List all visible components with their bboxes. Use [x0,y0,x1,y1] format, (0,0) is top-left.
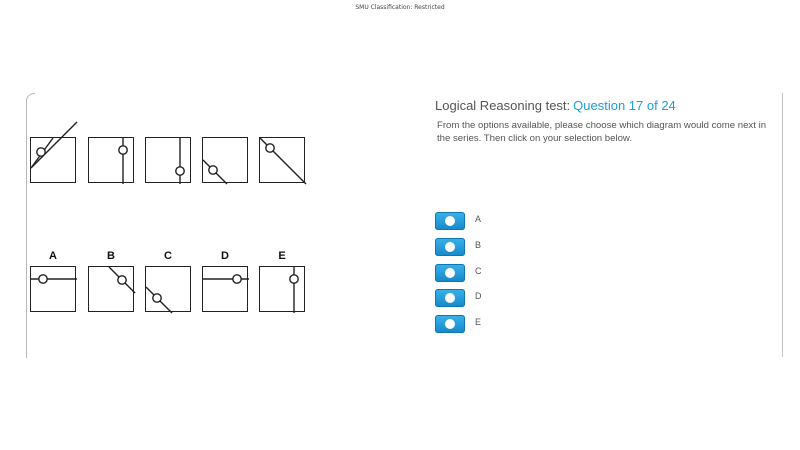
radio-dot-icon [445,319,455,329]
option-letter-a: A [49,250,57,262]
answer-a-button[interactable] [435,212,465,230]
option-letter-e: E [278,250,286,262]
content-frame-left-border [26,93,35,358]
answer-d-label[interactable]: D [475,291,482,301]
series-diagram-1 [30,137,76,183]
radio-dot-icon [445,268,455,278]
question-counter: Question 17 of 24 [573,98,676,113]
option-diagram-e [259,266,305,312]
option-letter-d: D [221,250,229,262]
option-diagram-b [88,266,134,312]
answer-b-button[interactable] [435,238,465,256]
answer-e-label[interactable]: E [475,317,482,327]
series-diagram-3 [145,137,191,183]
answer-b-label[interactable]: B [475,240,482,250]
radio-dot-icon [445,293,455,303]
series-diagram-2 [88,137,134,183]
series-diagram-5 [259,137,305,183]
option-diagram-a [30,266,76,312]
option-diagram-c [145,266,191,312]
radio-dot-icon [445,242,455,252]
instructions-text: From the options available, please choose which diagram would come next in the series. Then click on your selection below. [437,120,767,144]
test-name: Logical Reasoning test: [435,98,571,113]
answer-d-button[interactable] [435,289,465,307]
option-diagram-d [202,266,248,312]
classification-banner: SMU Classification: Restricted [355,4,445,11]
radio-dot-icon [445,216,455,226]
option-letter-b: B [107,250,115,262]
option-letter-c: C [164,250,172,262]
content-frame-right-border [782,93,783,357]
answer-a-label[interactable]: A [475,214,482,224]
series-diagram-4 [202,137,248,183]
answer-c-button[interactable] [435,264,465,282]
answer-c-label[interactable]: C [475,266,482,276]
answer-e-button[interactable] [435,315,465,333]
test-title [435,98,676,113]
